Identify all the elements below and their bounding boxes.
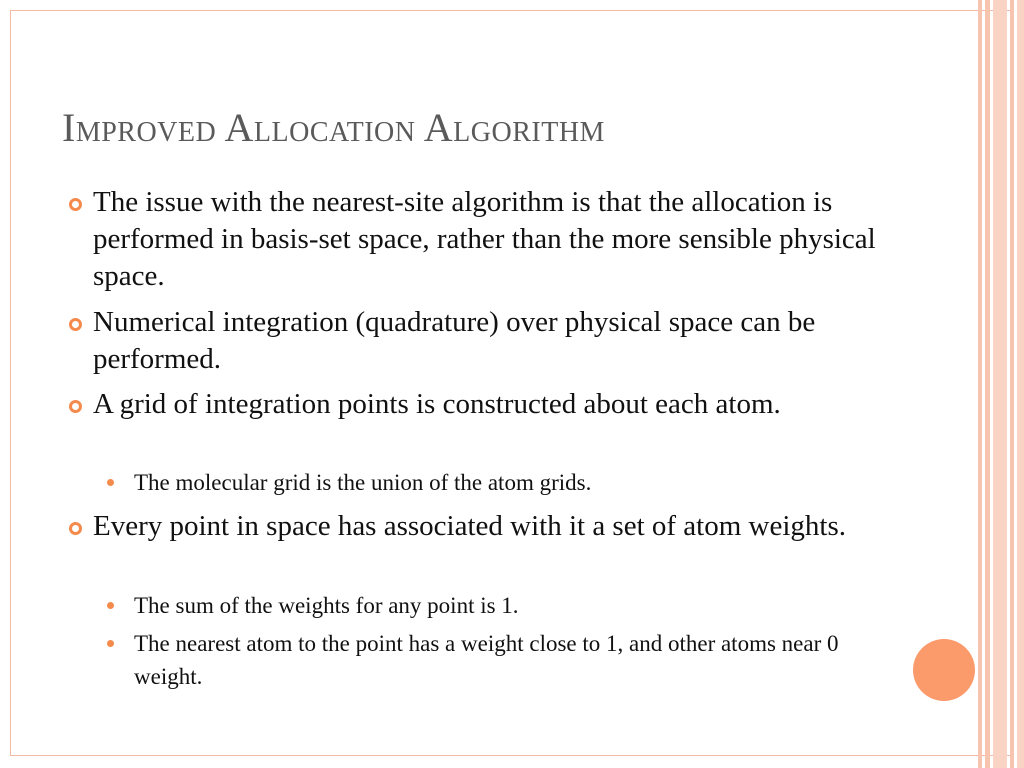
sub-bullet-item xyxy=(134,589,894,622)
side-band-decoration xyxy=(993,0,1007,768)
filled-circle-bullet-icon xyxy=(107,602,114,609)
bullet-item xyxy=(93,386,893,423)
side-band-decoration xyxy=(1017,0,1024,768)
hollow-circle-bullet-icon xyxy=(69,522,82,535)
bullet-item xyxy=(93,304,893,378)
slide-title: Improved Allocation Algorithm xyxy=(62,105,605,150)
bullet-text: The issue with the nearest-site algorithm is that the allocation is performed in basis-set space, rather than the more sensible physical space. xyxy=(93,186,876,292)
side-band-decoration xyxy=(985,0,990,768)
bullet-text: A grid of integration points is constructed about each atom. xyxy=(93,388,781,420)
orange-circle-icon xyxy=(913,639,975,701)
filled-circle-bullet-icon xyxy=(107,640,114,647)
hollow-circle-bullet-icon xyxy=(69,318,82,331)
bullet-text: Every point in space has associated with it a set of atom weights. xyxy=(93,510,847,542)
bullet-item xyxy=(93,184,893,295)
sub-bullet-item xyxy=(134,466,894,499)
hollow-circle-bullet-icon xyxy=(69,198,82,211)
filled-circle-bullet-icon xyxy=(107,479,114,486)
hollow-circle-bullet-icon xyxy=(69,400,82,413)
bullet-item xyxy=(93,508,893,545)
sub-bullet-item xyxy=(134,627,894,693)
sub-bullet-text: The molecular grid is the union of the atom grids. xyxy=(134,470,592,495)
sub-bullet-text: The nearest atom to the point has a weight close to 1, and other atoms near 0 weight. xyxy=(134,631,839,689)
bullet-text: Numerical integration (quadrature) over physical space can be performed. xyxy=(93,306,816,375)
side-band-decoration xyxy=(1010,0,1014,768)
side-band-decoration xyxy=(978,0,982,768)
sub-bullet-text: The sum of the weights for any point is 1. xyxy=(134,593,519,618)
